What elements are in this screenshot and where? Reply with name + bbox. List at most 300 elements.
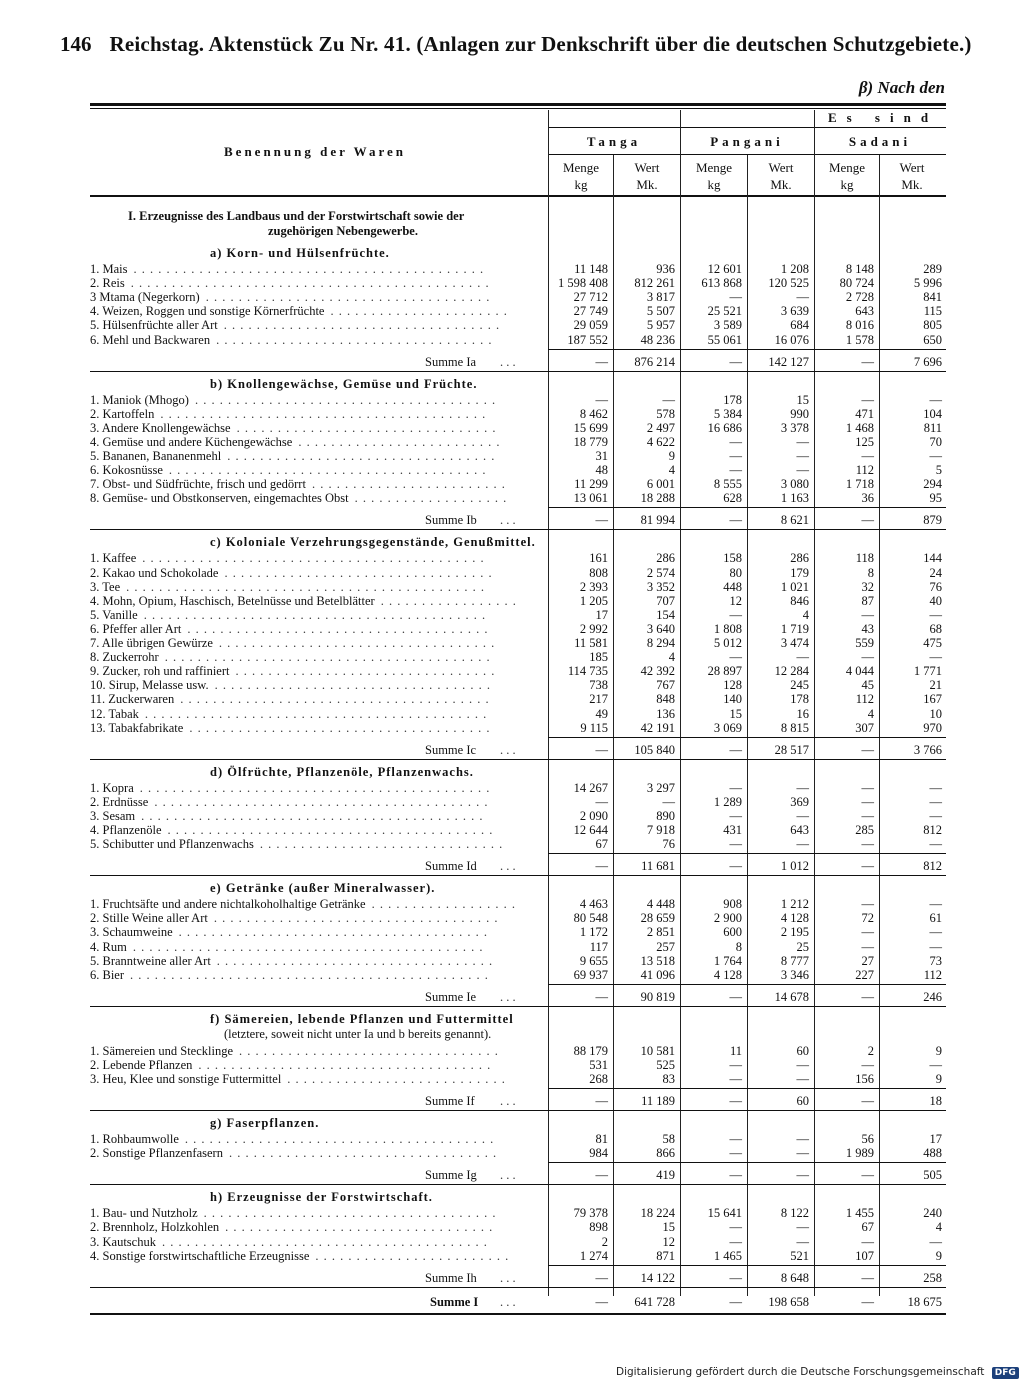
cell-value: 848 [656,692,675,707]
cell-value: — [861,939,874,954]
cell-value: 1 274 [579,1248,608,1263]
cell-value: 227 [855,967,874,982]
cell-value: 805 [923,318,942,333]
row-label: 4. Gemüse und andere Küchengewächse [90,434,293,449]
cell-value: 1 598 408 [558,276,608,291]
cell-value: — [729,1132,742,1147]
sum-label: Summe Ia [425,354,477,369]
cell-value: 9 [668,449,675,463]
sum-label: Summe Ib [425,513,477,528]
leader-dots: . . . . . . . . . . . . . . . . . . . . . . . . . . . . . . . . . . . . . . [184,1132,495,1147]
cell-value: — [861,808,874,823]
leader-dots: . . . . . . . . . . . . . . . . . . . . . . . . . . . . . . . . . . . . . . . . . . . [133,262,485,276]
cell-value: 3 297 [646,780,675,795]
cell-value: 866 [656,1146,675,1161]
cell-value: 1 718 [845,477,874,492]
running-header [60,32,972,60]
sum-value: — [595,859,608,874]
leader-dots: . . . . . . . . . . . . . . . . . . . . . . . . [315,1248,510,1263]
cell-value: 4 448 [646,897,675,912]
sum-value: — [861,513,874,528]
menge-header: Menge [562,160,600,175]
table-bottom-rule [90,1313,946,1315]
cell-value: — [796,1057,809,1072]
cell-value: 21 [929,678,942,693]
cell-value: 4 622 [646,434,675,449]
cell-value: 17 [929,1132,942,1147]
cell-value: 2 497 [646,420,675,435]
sum-value: 14 678 [774,989,809,1004]
cell-value: 16 076 [774,332,809,347]
sum-value: 14 122 [640,1270,675,1285]
sum-value: — [729,513,742,528]
cell-value: 185 [589,650,608,665]
row-label: 2. Sonstige Pflanzenfasern [90,1146,223,1161]
sum-value: — [796,1168,809,1183]
row-label: 7. Alle übrigen Gewürze [90,636,213,650]
sum-dots: . . . [500,354,516,369]
row-label: 1. Rohbaumwolle [90,1132,179,1147]
leader-dots: . . . . . . . . . . . . . . . . . . . . . . . . . . . . . . . . . [228,1146,498,1161]
cell-value: 12 644 [573,823,608,837]
cell-value: — [861,392,874,407]
cell-value: 5 [935,463,942,478]
cell-value: 908 [723,897,742,912]
cell-value: 67 [595,837,608,852]
cell-value: 984 [589,1146,608,1161]
sum-value: — [729,859,742,874]
cell-value: 45 [861,678,874,693]
cell-value: 1 205 [579,593,608,608]
cell-value: 8 462 [579,406,608,421]
cell-value: 118 [855,551,874,566]
cell-value: 1 578 [845,332,874,347]
sum-label: Summe Ig [425,1168,477,1183]
cell-value: — [796,1234,809,1249]
wert-header: Wert [899,160,925,175]
cell-value: — [861,1234,874,1249]
row-label: 2. Lebende Pflanzen [90,1057,193,1072]
cell-value: 613 868 [701,276,742,291]
cell-value: 628 [723,491,742,506]
menge-header: Menge [695,160,733,175]
cell-value: 3 378 [780,420,809,435]
wert-unit: Mk. [770,177,792,192]
leader-dots: . . . . . . . . . . . . . . . . . . . . . . . . . . . . . . . . . . . . . . . . . . [141,808,484,823]
cell-value: 17 [595,607,608,622]
cell-value: 112 [923,967,942,982]
group-sum-rule [548,349,946,350]
row-label: 3. Kautschuk [90,1234,156,1249]
row-label: 5. Branntweine aller Art [90,953,211,968]
cell-value: 48 [595,463,608,478]
cell-value: 36 [861,491,874,506]
cell-value: 28 659 [640,911,675,926]
cell-value: 8 016 [845,318,874,333]
cell-value: 600 [723,925,742,940]
wares-column-header: Benennung der Waren [224,144,406,159]
wert-header: Wert [634,160,660,175]
cell-value: 240 [923,1206,942,1221]
cell-value: 80 548 [573,911,608,926]
row-label: 12. Tabak [90,706,139,721]
sum-value: 11 189 [641,1094,675,1109]
sum-value: — [861,989,874,1004]
leader-dots: . . . . . . . . . . . . . . . . . . . . . . . . . . . . . . . . . . . . . [194,392,497,407]
total-value: 198 658 [768,1294,809,1309]
cell-value: 58 [662,1132,675,1147]
cell-value: 846 [790,593,809,608]
cell-value: — [929,897,942,912]
cell-value: 1 764 [713,953,742,968]
cell-value: — [729,290,742,305]
cell-value: — [796,1220,809,1235]
leader-dots: . . . . . . . . . . . . . . . . . . . . . . . . . . . . . . . . . . [223,318,501,333]
cell-value: — [861,925,874,940]
cell-value: 285 [855,823,874,837]
row-label: 1. Kaffee [90,551,137,566]
cell-value: — [929,1057,942,1072]
cell-value: 4 463 [579,897,608,912]
cell-value: — [662,794,675,809]
row-label: 3. Tee [90,579,121,594]
cell-value: 643 [790,823,809,837]
leader-dots: . . . . . . . . . . . . . . . . . . . . . . . . . [298,434,501,449]
cell-value: 27 [861,953,874,968]
sum-label: Summe Ic [425,742,477,757]
sum-dots: . . . [500,742,516,757]
cell-value: — [929,939,942,954]
cell-value: 1 808 [713,621,742,636]
cell-value: 11 299 [574,477,608,492]
footer-credit [616,1366,1019,1379]
sum-value: — [729,1168,742,1183]
leader-dots: . . . . . . . . . . . . . . . . . . . . . . . . . . . . . . . . . . . . . . . . [160,406,487,421]
group-title: f) Sämereien, lebende Pflanzen und Futtermittel [210,1011,514,1026]
group-sum-rule [548,853,946,854]
group-sum-rule [548,984,946,985]
cell-value: 1 468 [845,420,874,435]
cell-value: 73 [929,953,942,968]
cell-value: 6 001 [646,477,675,492]
sum-dots: . . . [500,859,516,874]
cell-value: 808 [589,565,608,580]
leader-dots: . . . . . . . . . . . . . . . . . . . . . . . . . . . . . . . . . . . . . . . . . . . [139,780,491,795]
group-title: c) Koloniale Verzehrungsgegenstände, Genußmittel. [210,535,536,550]
cell-value: 4 [668,463,675,478]
leader-dots: . . . . . . . . . . . . . . . . . . . . . . . . . . . . . . . . . . . [205,290,491,305]
sum-dots: . . . [500,1270,516,1285]
cell-value: 4 128 [713,967,742,982]
group-title: a) Korn- und Hülsenfrüchte. [210,246,390,260]
cell-value: 31 [595,449,608,463]
row-label: 3. Heu, Klee und sonstige Futtermittel [90,1072,282,1086]
sum-dots: . . . [500,1094,516,1109]
cell-value: 245 [790,678,809,693]
cell-value: 369 [790,794,809,809]
cell-value: 684 [790,318,809,333]
cell-value: 1 465 [713,1248,742,1263]
row-label: 1. Mais [90,262,128,276]
cell-value: 767 [656,678,675,693]
cell-value: 294 [923,477,942,492]
cell-value: — [796,434,809,449]
cell-value: 8 294 [646,636,675,650]
cell-value: 144 [923,551,942,566]
row-label: 6. Pfeffer aller Art [90,621,182,636]
cell-value: — [929,794,942,809]
cell-value: 9 655 [579,953,608,968]
cell-value: — [796,808,809,823]
cell-value: 4 [802,607,809,622]
row-label: 3. Schaumweine [90,925,173,940]
sum-value: — [595,1270,608,1285]
sum-value: 105 840 [634,742,675,757]
section-label: β) Nach den [858,78,945,97]
sum-bottom-rule [90,529,946,530]
sum-dots: . . . [500,513,516,528]
leader-dots: . . . . . . . . . . . . . . . . . . . . . . . . . . . . . . . . [239,1043,499,1058]
cell-value: 1 212 [780,897,809,912]
footer-text: Digitalisierung gefördert durch die Deutsche Forschungsgemeinschaft [616,1366,985,1378]
cell-value: — [729,607,742,622]
cell-value: 3 474 [780,636,809,650]
cell-value: 898 [589,1220,608,1235]
cell-value: 2 [601,1234,608,1249]
sum-value: 1 012 [780,859,809,874]
cell-value: — [729,780,742,795]
cell-value: — [729,837,742,852]
cell-value: 120 525 [768,276,809,291]
cell-value: 72 [861,911,874,926]
cell-value: — [929,837,942,852]
section-title-cont: zugehörigen Nebengewerbe. [268,224,418,238]
cell-value: 25 [796,939,809,954]
sum-bottom-rule [90,759,946,760]
cell-value: 3 352 [646,579,675,594]
sum-value: — [595,354,608,369]
cell-value: 4 [867,706,874,721]
leader-dots: . . . . . . . . . . . . . . . . . . . . . . . . . . . . . . . . . . . . . . . . [167,823,494,837]
cell-value: 11 [729,1043,742,1058]
cell-value: 161 [589,551,608,566]
cell-value: — [796,463,809,478]
row-label: 6. Bier [90,967,125,982]
cell-value: 812 [923,823,942,837]
dfg-logo: DFG [992,1367,1019,1379]
cell-value: 56 [861,1132,874,1147]
cell-value: — [861,780,874,795]
sum-dots: . . . [500,989,516,1004]
cell-value: — [796,837,809,852]
row-label: 5. Vanille [90,607,138,622]
leader-dots: . . . . . . . . . . . . . . . . . . . . . . . . . . . . . . . . . . [214,678,492,693]
sum-value: — [861,742,874,757]
row-label: 1. Maniok (Mhogo) [90,392,189,407]
row-label: 8. Zuckerrohr [90,650,159,665]
cell-value: 9 [935,1072,942,1086]
sum-value: — [595,742,608,757]
row-label: 4. Rum [90,939,127,954]
cell-value: 42 392 [640,664,675,679]
sum-value: — [861,1094,874,1109]
row-label: 5. Hülsenfrüchte aller Art [90,318,218,333]
cell-value: 136 [656,706,675,721]
leader-dots: . . . . . . . . . . . . . . . . . . . . . . [330,304,508,319]
cell-value: 16 [796,706,809,721]
cell-value: — [929,925,942,940]
cell-value: — [729,1057,742,1072]
header-bottom-rule [90,195,946,197]
leader-dots: . . . . . . . . . . . . . . . . . . . . . . . . . . . . . . . . . . [218,636,496,650]
cell-value: — [729,449,742,463]
cell-value: — [595,392,608,407]
sum-value: — [861,1168,874,1183]
cell-value: 83 [662,1072,675,1086]
cell-value: 32 [861,579,874,594]
sum-value: 18 [929,1094,942,1109]
cell-value: 76 [929,579,942,594]
sum-bottom-rule [90,875,946,876]
total-value: 641 728 [634,1294,675,1309]
cell-value: — [929,392,942,407]
cell-value: 8 555 [713,477,742,492]
leader-dots: . . . . . . . . . . . . . . . . . . . . . . . . . . . . . . . . . . . . . . . . . . . [132,939,484,954]
sum-value: — [729,354,742,369]
cell-value: — [861,897,874,912]
leader-dots: . . . . . . . . . . . . . . . . . . . . . . . . . . . . . . . . . . . . . . . . . . [144,706,488,721]
sum-value: 7 696 [913,354,942,369]
cell-value: 115 [923,304,942,319]
cell-value: 81 [595,1132,608,1147]
total-dots: . . . [500,1294,516,1309]
cell-value: 69 937 [573,967,608,982]
cell-value: — [861,837,874,852]
cell-value: 178 [723,392,742,407]
cell-value: 114 735 [567,664,608,679]
cell-value: 11 581 [574,636,608,650]
leader-dots: . . . . . . . . . . . . . . . . . . . . . . . . . . . . . . . . . . [216,332,493,347]
cell-value: 60 [796,1043,809,1058]
cell-value: 49 [595,706,608,721]
cell-value: 43 [861,621,874,636]
cell-value: — [796,1072,809,1086]
cell-value: 1 163 [780,491,809,506]
cell-value: 107 [855,1248,874,1263]
cell-value: 10 [929,706,942,721]
row-label: 4. Sonstige forstwirtschaftliche Erzeugnisse [90,1248,310,1263]
cell-value: 112 [855,692,874,707]
cell-value: — [861,449,874,463]
cell-value: 112 [855,463,874,478]
row-label: 2. Kakao und Schokolade [90,565,219,580]
row-label: 3. Sesam [90,808,136,823]
sum-value: 60 [796,1094,809,1109]
cell-value: 1 172 [579,925,608,940]
cell-value: 8 [867,565,874,580]
cell-value: 268 [589,1072,608,1086]
cell-value: — [929,650,942,665]
cell-value: 15 [796,392,809,407]
cell-value: 738 [589,678,608,693]
place-header-tanga: Tanga [586,134,642,149]
cell-value: 10 581 [640,1043,675,1058]
cell-value: 154 [656,607,675,622]
cell-value: 1 989 [845,1146,874,1161]
cell-value: — [861,1057,874,1072]
row-label: 3. Andere Knollengewächse [90,420,231,435]
cell-value: 812 261 [634,276,675,291]
cell-value: 8 122 [780,1206,809,1221]
cell-value: 12 [662,1234,675,1249]
cell-value: 286 [656,551,675,566]
cell-value: 18 779 [573,434,608,449]
cell-value: — [796,1146,809,1161]
sum-label: Summe Ie [425,989,477,1004]
cell-value: 1 021 [780,579,809,594]
group-sum-rule [548,1265,946,1266]
cell-value: 95 [929,491,942,506]
sum-value: — [595,1094,608,1109]
leader-dots: . . . . . . . . . . . . . . . . . . . . . . . . . . . . . . . . . . . . . . . . . [154,794,489,809]
cell-value: 1 719 [780,621,809,636]
sum-bottom-rule [90,371,946,372]
cell-value: 42 191 [640,720,675,735]
group-title: b) Knollengewächse, Gemüse und Früchte. [210,376,478,391]
row-label: 1. Sämereien und Stecklinge [90,1043,234,1058]
leader-dots: . . . . . . . . . . . . . . . . . . . . . . . . . . . . . . . . . . . . [198,1057,492,1072]
cell-value: 4 128 [780,911,809,926]
cell-value: 12 601 [707,262,742,276]
cell-value: 9 [935,1043,942,1058]
sum-value: 8 621 [780,513,809,528]
leader-dots: . . . . . . . . . . . . . . . . . . . . . . . . . . . . . . . . . [225,1220,494,1235]
total-value: — [595,1294,608,1309]
cell-value: 2 574 [646,565,675,580]
cell-value: — [796,780,809,795]
cell-value: 5 957 [646,318,675,333]
cell-value: 5 384 [713,406,742,421]
sum-value: — [595,513,608,528]
sum-value: 3 766 [913,742,942,757]
cell-value: 431 [723,823,742,837]
cell-value: — [861,650,874,665]
running-head-title: Reichstag. Aktenstück Zu Nr. 41. (Anlagen zur Denkschrift über die deutschen Schutzgebiete.) [109,32,972,56]
cell-value: 525 [656,1057,675,1072]
cell-value: 217 [589,692,608,707]
cell-value: 970 [923,720,942,735]
sum-value: 8 648 [780,1270,809,1285]
cell-value: 8 815 [780,720,809,735]
cell-value: 3 589 [713,318,742,333]
row-label: 10. Sirup, Melasse usw. [90,678,209,693]
cell-value: 475 [923,636,942,650]
cell-value: 4 044 [845,664,874,679]
leader-dots: . . . . . . . . . . . . . . . . . . . . . . . . . . . . . . [259,837,504,852]
row-label: 11. Zuckerwaren [90,692,175,707]
cell-value: — [729,463,742,478]
cell-value: 128 [723,678,742,693]
leader-dots: . . . . . . . . . . . . . . . . . . . . . . . . . . . . . . . . . . . . . [189,720,491,735]
cell-value: 117 [589,939,608,954]
cell-value: — [729,1072,742,1086]
cell-value: 871 [656,1248,675,1263]
leader-dots: . . . . . . . . . . . . . . . . . . . . . . . . . . . . . . . . . . . . . . . [168,463,487,478]
cell-value: 140 [723,692,742,707]
cell-value: 25 521 [707,304,742,319]
cell-value: — [796,449,809,463]
sum-value: — [595,1168,608,1183]
